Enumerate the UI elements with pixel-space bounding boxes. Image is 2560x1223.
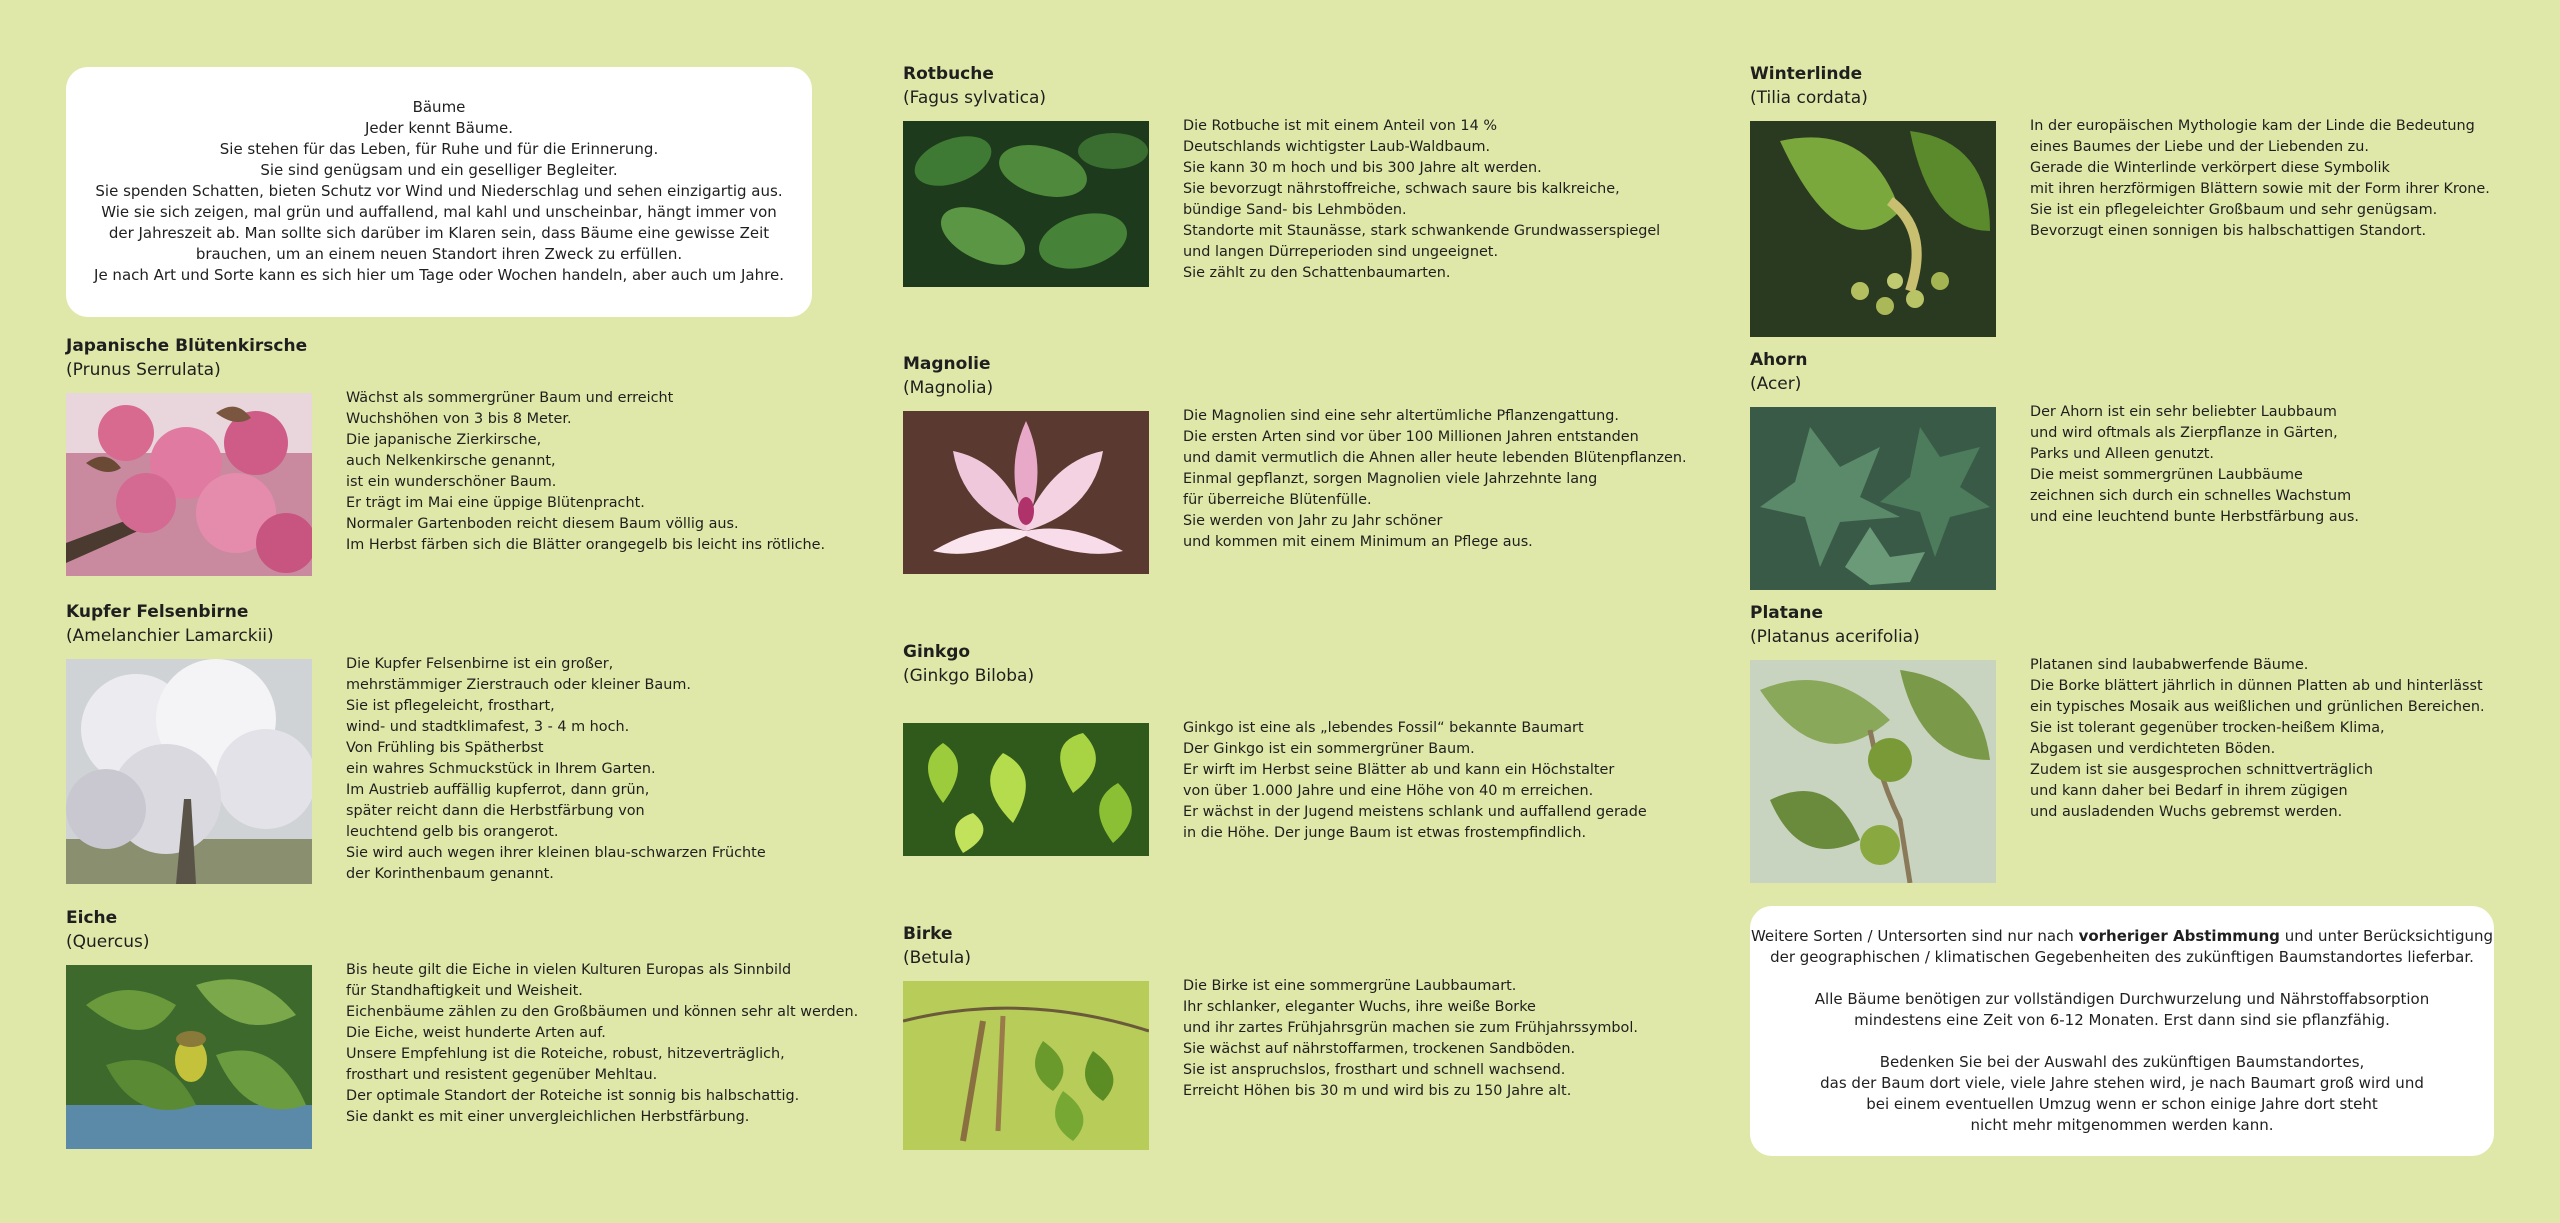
- tree-latin-name: (Fagus sylvatica): [903, 88, 1046, 108]
- white-blossom-tree-photo-icon: [66, 659, 312, 884]
- tree-name: Eiche: [66, 908, 118, 928]
- tree-name: Kupfer Felsenbirne: [66, 602, 249, 622]
- tree-eiche: [66, 906, 859, 1125]
- intro-box: [66, 67, 812, 317]
- plane-tree-fruit-photo-icon: [1750, 660, 1996, 883]
- tree-latin-name: (Platanus acerifolia): [1750, 627, 1920, 647]
- tree-latin-name: (Amelanchier Lamarckii): [66, 626, 274, 646]
- notes-paragraph-availability: [1750, 926, 2494, 968]
- tree-name: Japanische Blütenkirsche: [66, 336, 308, 356]
- tree-description: In der europäischen Mythologie kam der Linde die Bedeutung eines Baumes der Liebe und der Liebenden zu. Gerade die Winterlinde verkörpert diese Symbolik mit ihren herzförmigen Blättern sowie mit der Form ihrer Krone. Sie ist ein pflegeleichter Großbaum und sehr genügsam. Bevorzugt einen sonnigen bis halbschattigen Standort.: [2030, 118, 2490, 239]
- tree-latin-name: (Prunus Serrulata): [66, 360, 221, 380]
- tree-description: Die Magnolien sind eine sehr altertümliche Pflanzengattung. Die ersten Arten sind vor über 100 Millionen Jahren entstanden und damit vermutlich die Ahnen aller heute lebenden Blütenpflanzen. Einmal gepflanzt, sorgen Magnolien viele Jahrzehnte lang für überreiche Blütenfülle. Sie werden von Jahr zu Jahr schöner und kommen mit einem Minimum an Pflege aus.: [1183, 408, 1687, 550]
- tree-latin-name: (Betula): [903, 948, 971, 968]
- oak-leaf-acorn-photo-icon: [66, 965, 312, 1149]
- tree-name: Ahorn: [1750, 350, 1808, 370]
- maple-leaves-photo-icon: [1750, 407, 1996, 590]
- tree-ginkgo: [903, 640, 1647, 841]
- notes-text: Weitere Sorten / Untersorten sind nur nach: [1750, 927, 2079, 945]
- tree-latin-name: (Ginkgo Biloba): [903, 666, 1035, 686]
- tree-description: Der Ahorn ist ein sehr beliebter Laubbaum und wird oftmals als Zierpflanze in Gärten, Parks und Alleen genutzt. Die meist sommergrünen Laubbäume zeichnen sich durch ein schnelles Wachstum und eine leuchtend bunte Herbstfärbung aus.: [2030, 404, 2359, 525]
- tree-kupfer-felsenbirne: [66, 600, 766, 882]
- tree-platane: [1750, 601, 2485, 820]
- magnolia-flower-photo-icon: [903, 411, 1149, 574]
- tree-description: Die Kupfer Felsenbirne ist ein großer, mehrstämmiger Zierstrauch oder kleiner Baum. Sie ist pflegeleicht, frosthart, wind- und stadtklimafest, 3 - 4 m hoch. Von Frühling bis Spätherbst ein wahres Schmuckstück in Ihrem Garten. Im Austrieb auffällig kupferrot, dann grün, später reicht dann die Herbstfärbung von leuchtend gelb bis orangerot. Sie wird auch wegen ihrer kleinen blau-schwarzen Früchte der Korinthenbaum genannt.: [346, 656, 766, 882]
- notes-emphasis: vorheriger Abstimmung: [2078, 927, 2280, 945]
- tree-rotbuche: [903, 62, 1661, 281]
- tree-latin-name: (Quercus): [66, 932, 150, 952]
- tree-name: Ginkgo: [903, 642, 971, 662]
- tree-magnolie: [903, 352, 1687, 550]
- tree-name: Magnolie: [903, 354, 991, 374]
- tree-description: Wächst als sommergrüner Baum und erreicht Wuchshöhen von 3 bis 8 Meter. Die japanische Zierkirsche, auch Nelkenkirsche genannt, ist ein wunderschöner Baum. Er trägt im Mai eine üppige Blütenpracht. Normaler Gartenboden reicht diesem Baum völlig aus. Im Herbst färben sich die Blätter orangegelb bis leicht ins rötliche.: [346, 390, 826, 553]
- tree-latin-name: (Acer): [1750, 374, 1802, 394]
- notes-paragraph-location: Bedenken Sie bei der Auswahl des zukünftigen Baumstandortes, das der Baum dort viele, viele Jahre stehen wird, je nach Baumart groß wird und bei einem eventuellen Umzug wenn er schon einige Jahre dort steht nicht mehr mitgenommen werden kann.: [1820, 1053, 2424, 1134]
- tree-winterlinde: [1750, 62, 2490, 239]
- tree-japanische-bluetenkirsche: [66, 334, 826, 553]
- tree-description: Die Rotbuche ist mit einem Anteil von 14 % Deutschlands wichtigster Laub-Waldbaum. Sie kann 30 m hoch und bis 300 Jahre alt werden. Sie bevorzugt nährstoffreiche, schwach saure bis kalkreiche, bündige Sand- bis Lehmböden. Standorte mit Staunässe, stark schwankende Grundwasserspiegel und langen Dürreperioden sind ungeeignet. Sie zählt zu den Schattenbaumarten.: [1183, 118, 1661, 281]
- notes-paragraph-rooting: Alle Bäume benötigen zur vollständigen Durchwurzelung und Nährstoffabsorption mindestens eine Zeit von 6-12 Monaten. Erst dann sind sie pflanzfähig.: [1814, 990, 2430, 1029]
- notes-box: [1750, 906, 2494, 1156]
- tree-description: Bis heute gilt die Eiche in vielen Kulturen Europas als Sinnbild für Standhaftigkeit und Weisheit. Eichenbäume zählen zu den Großbäumen und können sehr alt werden. Die Eiche, weist hunderte Arten auf. Unsere Empfehlung ist die Roteiche, robust, hitzeverträglich, frosthart und resistent gegenüber Mehltau. Der optimale Standort der Roteiche ist sonnig bis halbschattig. Sie dankt es mit einer unvergleichlichen Herbstfärbung.: [346, 962, 859, 1125]
- tree-description: Die Birke ist eine sommergrüne Laubbaumart. Ihr schlanker, eleganter Wuchs, ihre weiße Borke und ihr zartes Frühjahrsgrün machen sie zum Frühjahrssymbol. Sie wächst auf nährstoffarmen, trockenen Sandböden. Sie ist anspruchslos, frosthart und schnell wachsend. Erreicht Höhen bis 30 m und wird bis zu 150 Jahre alt.: [1183, 978, 1638, 1099]
- tree-description: Ginkgo ist eine als „lebendes Fossil“ bekannte Baumart Der Ginkgo ist ein sommergrüner Baum. Er wirft im Herbst seine Blätter ab und kann ein Höchstalter von über 1.000 Jahre und eine Höhe von 40 m erreichen. Er wächst in der Jugend meistens schlank und auffallend gerade in die Höhe. Der junge Baum ist etwas frostempfindlich.: [1183, 720, 1647, 841]
- linden-leaf-fruit-photo-icon: [1750, 121, 1996, 337]
- tree-latin-name: (Magnolia): [903, 378, 994, 398]
- tree-ahorn: [1750, 348, 2359, 525]
- tree-latin-name: (Tilia cordata): [1750, 88, 1868, 108]
- tree-birke: [903, 922, 1638, 1099]
- birch-catkins-photo-icon: [903, 981, 1149, 1150]
- intro-text: Bäume Jeder kennt Bäume. Sie stehen für das Leben, für Ruhe und für die Erinnerung. Sie sind genügsam und ein geselliger Begleiter. Sie spenden Schatten, bieten Schutz vor Wind und Niederschlag und sehen einzigartig aus. Wie sie sich zeigen, mal grün und auffallend, mal kahl und unscheinbar, hängt immer von der Jahreszeit ab. Man sollte sich darüber im Klaren sein, dass Bäume eine gewisse Zeit brauchen, um an einem neuen Standort ihren Zweck zu erfüllen. Je nach Art und Sorte kann es sich hier um Tage oder Wochen handeln, aber auch um Jahre.: [94, 98, 784, 284]
- beech-leaves-photo-icon: [903, 121, 1149, 287]
- tree-name: Winterlinde: [1750, 64, 1863, 84]
- notes-text: und unter Berücksichtigung der geographischen / klimatischen Gegebenheiten des zukünftigen Baumstandortes lieferbar.: [1770, 927, 2494, 966]
- ginkgo-leaves-photo-icon: [903, 723, 1149, 856]
- tree-name: Birke: [903, 924, 953, 944]
- cherry-blossom-photo-icon: [66, 393, 312, 576]
- tree-description: Platanen sind laubabwerfende Bäume. Die Borke blättert jährlich in dünnen Platten ab und hinterlässt ein typisches Mosaik aus weißlichen und grünlichen Bereichen. Sie ist tolerant gegenüber trocken-heißem Klima, Abgasen und verdichteten Böden. Zudem ist sie ausgesprochen schnittverträglich und kann daher bei Bedarf in ihrem zügigen und ausladenden Wuchs gebremst werden.: [2030, 657, 2485, 820]
- tree-name: Rotbuche: [903, 64, 994, 84]
- tree-name: Platane: [1750, 603, 1823, 623]
